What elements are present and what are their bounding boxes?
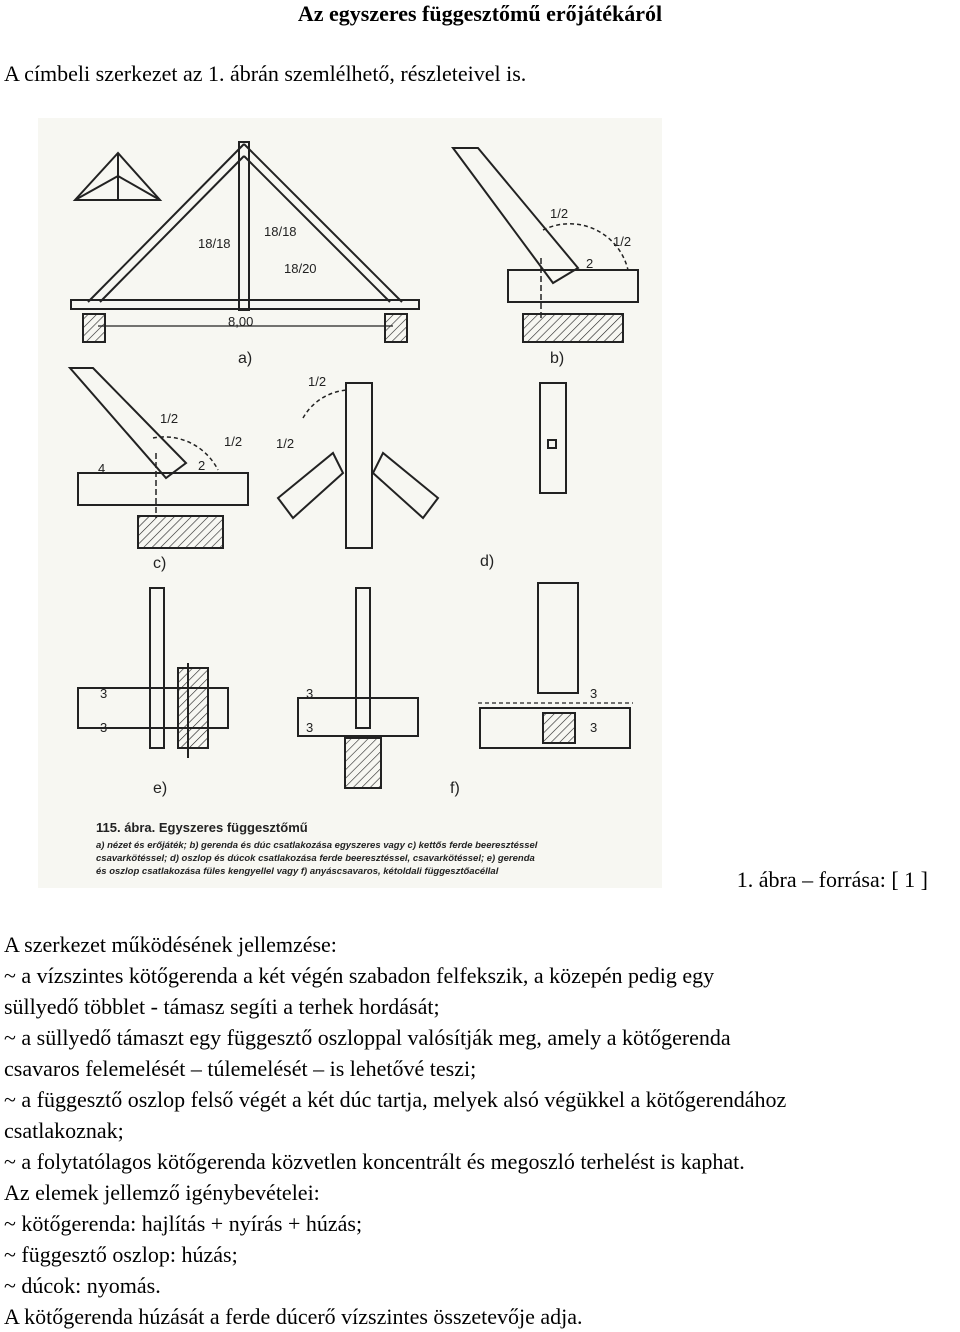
- figure-legend-line-1: a) nézet és erőjáték; b) gerenda és dúc csatlakozása egyszeres vagy c) kettős ferde beeresztéssel: [96, 840, 538, 851]
- body-line: ~ a függesztő oszlop felső végét a két dúc tartja, melyek alsó végükkel a kötőgerendához: [4, 1087, 787, 1112]
- label-num-3-f2: 3: [306, 720, 314, 735]
- body-text: [4, 929, 960, 1332]
- label-num-3-g1: 3: [590, 686, 598, 701]
- figure-legend-title: 115. ábra. Egyszeres függesztőmű: [96, 820, 308, 835]
- body-line: ~ a folytatólagos kötőgerenda közvetlen koncentrált és megoszló terhelést is kaphat.: [4, 1149, 745, 1174]
- body-line: ~ dúcok: nyomás.: [4, 1273, 161, 1298]
- label-span: 8,00: [228, 314, 254, 329]
- figure-drawing: [38, 118, 662, 888]
- label-18-20: 18/20: [284, 261, 317, 276]
- panel-label-e: e): [153, 780, 168, 797]
- figure-legend-line-2: csavarkötéssel; d) oszlop és dúcok csatlakozása ferde beeresztéssel, csavarkötéssel; e) gerenda: [96, 853, 535, 864]
- body-line: ~ kötőgerenda: hajlítás + nyírás + húzás;: [4, 1211, 363, 1236]
- label-half-4: 1/2: [224, 434, 243, 449]
- panel-label-d: d): [480, 553, 495, 570]
- label-half-5: 1/2: [308, 374, 327, 389]
- body-line: csavaros felemelését – túlemelését – is lehetővé teszi;: [4, 1056, 477, 1081]
- body-line: süllyedő többlet - támasz segíti a terhek hordását;: [4, 994, 440, 1019]
- label-half-1: 1/2: [550, 206, 569, 221]
- label-num-4-c: 4: [98, 461, 106, 476]
- label-half-3: 1/2: [160, 411, 179, 426]
- figure-legend-line-3: és oszlop csatlakozása füles kengyellel vagy f) anyáscsavaros, kétoldali függesztőacéllal: [96, 866, 499, 877]
- panel-label-c: c): [153, 555, 167, 572]
- figure-caption: 1. ábra – forrása: [ 1 ]: [736, 867, 928, 892]
- label-half-6: 1/2: [276, 436, 295, 451]
- label-num-2-b: 2: [586, 256, 594, 271]
- body-line: Az elemek jellemző igénybevételei:: [4, 1180, 320, 1205]
- intro-text: A címbeli szerkezet az 1. ábrán szemlélhető, részleteivel is.: [4, 61, 527, 86]
- label-num-2-c: 2: [198, 458, 206, 473]
- label-18-18-a: 18/18: [198, 236, 231, 251]
- label-num-3-e1: 3: [100, 686, 108, 701]
- page-title: Az egyszeres függesztőmű erőjátékáról: [297, 1, 663, 26]
- label-18-18-b: 18/18: [264, 224, 297, 239]
- body-line: csatlakoznak;: [4, 1118, 124, 1143]
- body-line: ~ a süllyedő támaszt egy függesztő oszloppal valósítják meg, amely a kötőgerenda: [4, 1025, 731, 1050]
- label-half-2: 1/2: [613, 234, 632, 249]
- body-line: A kötőgerenda húzását a ferde dúcerő vízszintes összetevője adja.: [4, 1304, 583, 1329]
- label-num-3-g2: 3: [590, 720, 598, 735]
- figure-1: [38, 118, 662, 888]
- label-num-3-e2: 3: [100, 720, 108, 735]
- body-line: ~ a vízszintes kötőgerenda a két végén szabadon felfekszik, a közepén pedig egy: [4, 963, 715, 988]
- panel-label-f: f): [450, 780, 460, 797]
- body-line: ~ függesztő oszlop: húzás;: [4, 1242, 238, 1267]
- body-line: A szerkezet működésének jellemzése:: [4, 932, 337, 957]
- panel-label-a: a): [238, 350, 253, 367]
- label-num-3-f1: 3: [306, 686, 314, 701]
- panel-label-b: b): [550, 350, 565, 367]
